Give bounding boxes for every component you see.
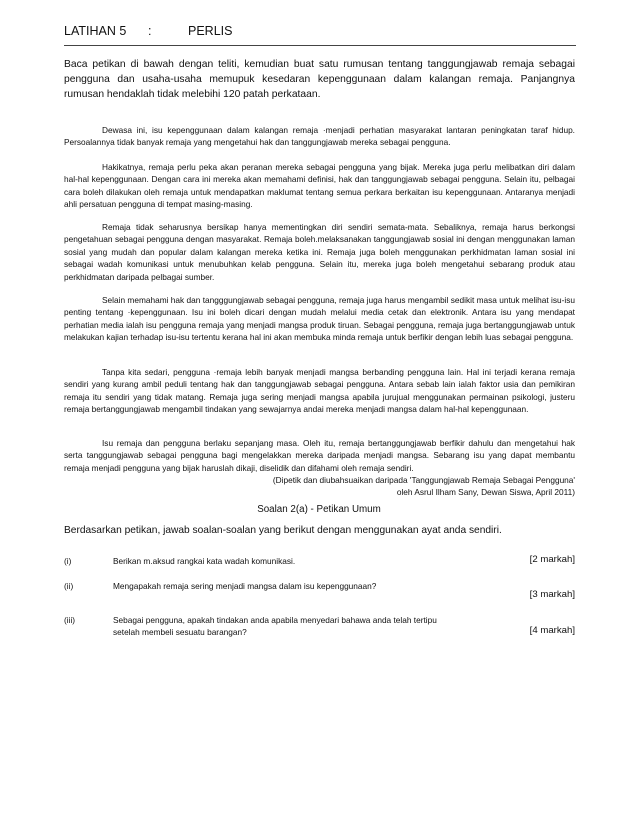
summary-instructions: Baca petikan di bawah dengan teliti, kemudian buat satu rumusan tentang tanggungjawab remaja sebagai pengguna dan usaha-usaha memupuk kesedaran kepenggunaan dalam kalangan remaja. Panjangnya rumusan hendaklah tidak melebihi 120 patah perkataan. xyxy=(64,59,575,100)
passage-paragraph-6: Isu remaja dan pengguna berlaku sepanjang masa. Oleh itu, remaja bertanggungjawab berfikir dahulu dan mengetahui hak serta tanggungjawab sebagai pengguna bagi mengelakkan mereka daripada menjadi mangsa. Sebarang isu yang dapat membantu remaja menjadi pengguna yang bijak haruslah dikaji, diselidik dan difahami oleh remaja sendiri. xyxy=(64,438,575,473)
passage-paragraph-2: Hakikatnya, remaja perlu peka akan peranan mereka sebagai pengguna yang bijak. Mereka juga perlu melibatkan diri dalam hal-hal kepenggunaan. Dengan cara ini mereka akan memahami definisi, hak dan tanggungjawab sebagai pengguna. Selain itu, pelbagai cara boleh dilakukan oleh remaja untuk mendapatkan maklumat tentang semua perkara berkaitan isu kepenggunaan. Antaranya menjadi ahli persatuan pengguna di tempat masing-masing. xyxy=(64,162,575,210)
question-number: (ii) xyxy=(64,581,74,591)
question-marks: [3 markah] xyxy=(529,589,575,600)
passage-paragraph-3: Remaja tidak seharusnya bersikap hanya mementingkan diri sendiri semata-mata. Sebaliknya, remaja harus berkongsi pengetahuan sebagai pengguna dengan masyarakat. Remaja boleh.melaksanakan tanggungjawab sosial ini dengan menggunakan laman sosial yang mudah dan popular dalam kalangan mereka ketika ini. Remaja juga boleh menggunakan perkhidmatan laman sosial ini sebagai wadah komunikasi untuk menubuhkan kelab pengguna. Selain itu, mereka juga boleh mengetahui sebarang produk atau perkhidmatan daripada pelbagai sumber. xyxy=(64,222,575,282)
question-marks: [2 markah] xyxy=(529,554,575,565)
header-separator: : xyxy=(148,24,152,38)
question-text: Berikan m.aksud rangkai kata wadah komunikasi. xyxy=(113,556,296,566)
section-title: Soalan 2(a) - Petikan Umum xyxy=(257,504,381,515)
passage-paragraph-5: Tanpa kita sedari, pengguna ·remaja lebih banyak menjadi mangsa berbanding pengguna lain. Hal ini terjadi kerana remaja sendiri yang kurang ambil peduli tentang hak dan tanggungjawab sebagai pengguna. Antara sebab lain ialah faktor usia dan pemikiran remaja itu sendiri yang tidak matang. Remaja juga sering menjadi mangsa apabila jurujual menggunakan permainan psikologi, justeru remaja bertanggungjawab mengambil tindakan yang sewajarnya andai mereka menjadi mangsa dalam hal-hal kepenggunaan. xyxy=(64,367,575,415)
question-number: (iii) xyxy=(64,615,76,625)
question-marks: [4 markah] xyxy=(529,625,575,636)
source-line-2: oleh Asrul Ilham Sany, Dewan Siswa, April 2011) xyxy=(396,487,575,498)
passage-paragraph-4: Selain memahami hak dan tangggungjawab sebagai pengguna, remaja juga harus mengambil sedikit masa untuk melihat isu-isu penting tentang ·kepenggunaan. Isu ini boleh dicari dengan mudah melalui media cetak dan elektronik. Antara isu yang mendapat perhatian media ialah isu pengguna remaja yang menjadi mangsa produk tiruan. Sebagai pengguna, remaja juga bertanggungjawab untuk melakukan kajian terhadap isu-isu tertentu kerana hal ini akan membuka minda remaja untuk berfikir dengan lebih luas sebagai pengguna. xyxy=(64,295,575,343)
header-rule xyxy=(64,45,576,46)
state-label: PERLIS xyxy=(188,24,233,38)
question-3 xyxy=(64,614,575,640)
question-2 xyxy=(64,580,575,606)
question-text: Mengapakah remaja sering menjadi mangsa dalam isu kepenggunaan? xyxy=(113,581,377,591)
source-citation xyxy=(200,474,575,499)
source-line-1: (Dipetik dan diubahsuaikan daripada 'Tanggungjawab Remaja Sebagai Pengguna' xyxy=(272,475,575,485)
question-text: Sebagai pengguna, apakah tindakan anda apabila menyedari bahawa anda telah tertipu setelah membeli sesuatu barangan? xyxy=(113,615,437,638)
question-1 xyxy=(64,555,575,569)
question-number: (i) xyxy=(64,556,72,566)
exercise-label: LATIHAN 5 xyxy=(64,24,127,38)
passage-paragraph-1: Dewasa ini, isu kepenggunaan dalam kalangan remaja ·menjadi perhatian masyarakat lantaran peningkatan taraf hidup. Persoalannya tidak banyak remaja yang mengetahui hak dan tanggungjawab mereka sebagai pengguna. xyxy=(64,125,575,148)
question-instruction: Berdasarkan petikan, jawab soalan-soalan yang berikut dengan menggunakan ayat anda sendiri. xyxy=(64,525,502,536)
